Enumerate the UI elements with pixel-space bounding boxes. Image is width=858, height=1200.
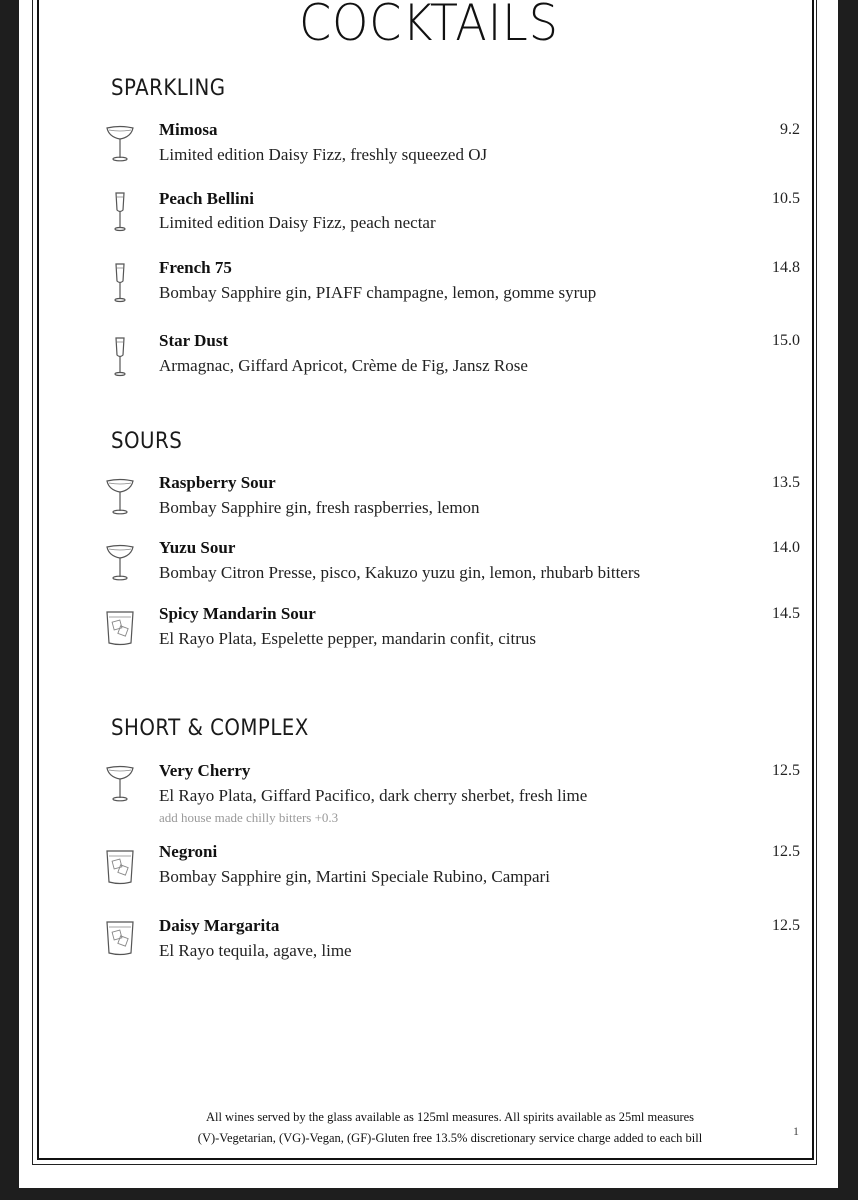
- item-price-mimosa: 9.2: [780, 121, 800, 138]
- rocks-glass-icon: [103, 917, 137, 959]
- viewer-left-edge: [0, 0, 19, 1200]
- item-price-daisy-margarita: 12.5: [772, 917, 800, 934]
- item-price-french-75: 14.8: [772, 259, 800, 276]
- item-name-mimosa: Mimosa: [159, 120, 218, 139]
- rocks-glass-icon: [103, 846, 137, 888]
- item-desc-spicy-mandarin-sour: El Rayo Plata, Espelette pepper, mandarin confit, citrus: [159, 629, 536, 648]
- flute-icon: [103, 335, 137, 377]
- item-price-yuzu-sour: 14.0: [772, 539, 800, 556]
- section-heading-sparkling: SPARKLING: [111, 76, 226, 101]
- item-price-very-cherry: 12.5: [772, 762, 800, 779]
- item-note-very-cherry: add house made chilly bitters +0.3: [159, 810, 339, 825]
- item-desc-yuzu-sour: Bombay Citron Presse, pisco, Kakuzo yuzu gin, lemon, rhubarb bitters: [159, 563, 641, 582]
- coupe-icon: [103, 475, 137, 517]
- rocks-glass-icon: [103, 607, 137, 649]
- item-name-daisy-margarita: Daisy Margarita: [159, 916, 280, 935]
- coupe-icon: [103, 762, 137, 804]
- item-desc-very-cherry: El Rayo Plata, Giffard Pacifico, dark cherry sherbet, fresh lime: [159, 786, 588, 805]
- item-desc-raspberry-sour: Bombay Sapphire gin, fresh raspberries, lemon: [159, 498, 480, 517]
- item-name-french-75: French 75: [159, 258, 232, 277]
- coupe-icon: [103, 122, 137, 164]
- coupe-icon: [103, 541, 137, 583]
- item-price-raspberry-sour: 13.5: [772, 474, 800, 491]
- item-desc-daisy-margarita: El Rayo tequila, agave, lime: [159, 941, 352, 960]
- viewer-right-edge: [838, 0, 858, 1200]
- viewer-bottom-edge: [0, 1188, 858, 1200]
- section-heading-sours: SOURS: [111, 429, 183, 454]
- item-price-peach-bellini: 10.5: [772, 190, 800, 207]
- menu-title: COCKTAILS: [299, 0, 559, 52]
- flute-icon: [103, 190, 137, 232]
- flute-icon: [103, 261, 137, 303]
- item-name-negroni: Negroni: [159, 842, 218, 861]
- item-price-spicy-mandarin-sour: 14.5: [772, 605, 800, 622]
- page-number: 1: [793, 1124, 799, 1138]
- item-price-star-dust: 15.0: [772, 332, 800, 349]
- item-desc-peach-bellini: Limited edition Daisy Fizz, peach nectar: [159, 213, 436, 232]
- item-desc-negroni: Bombay Sapphire gin, Martini Speciale Rubino, Campari: [159, 867, 550, 886]
- item-desc-star-dust: Armagnac, Giffard Apricot, Crème de Fig, Jansz Rose: [159, 356, 528, 375]
- item-name-very-cherry: Very Cherry: [159, 761, 251, 780]
- item-name-yuzu-sour: Yuzu Sour: [159, 538, 236, 557]
- item-desc-french-75: Bombay Sapphire gin, PIAFF champagne, lemon, gomme syrup: [159, 283, 597, 302]
- footer-measures-note: All wines served by the glass available as 125ml measures. All spirits available as 25ml measures: [205, 1110, 695, 1124]
- item-name-spicy-mandarin-sour: Spicy Mandarin Sour: [159, 604, 316, 623]
- item-name-peach-bellini: Peach Bellini: [159, 189, 254, 208]
- item-name-raspberry-sour: Raspberry Sour: [159, 473, 276, 492]
- item-name-star-dust: Star Dust: [159, 331, 229, 350]
- item-price-negroni: 12.5: [772, 843, 800, 860]
- item-desc-mimosa: Limited edition Daisy Fizz, freshly squeezed OJ: [159, 145, 488, 164]
- footer-dietary-note: (V)-Vegetarian, (VG)-Vegan, (GF)-Gluten free 13.5% discretionary service charge added to each bill: [197, 1131, 703, 1145]
- section-heading-short-complex: SHORT & COMPLEX: [111, 716, 309, 741]
